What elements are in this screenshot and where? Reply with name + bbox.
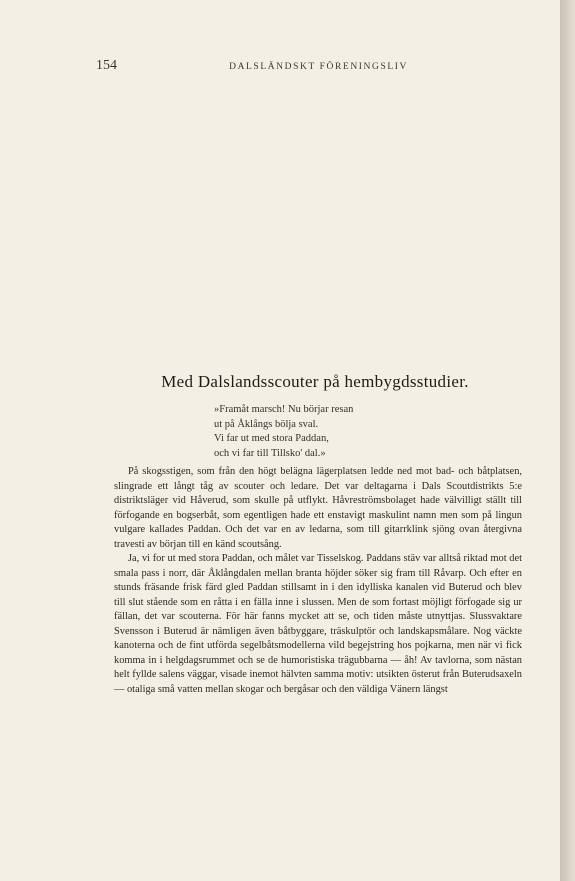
epigraph-line: »Framåt marsch! Nu börjar resan: [214, 404, 354, 415]
epigraph-line: och vi far till Tillsko' dal.»: [214, 447, 326, 459]
epigraph: [214, 403, 514, 461]
article-body: [114, 465, 522, 697]
body-paragraph: Ja, vi for ut med stora Paddan, och målet var Tisselskog. Paddans stäv var alltså riktad mot det smala pass i norr, där Åklångdalen mellan branta höjder söker sig fram till Råvarp. Och efter en stunds fräsande frisk färd gled Paddan stillsamt in i den idylliska kanalen vid Buterud och blev till slut stående som en råtta i en fälla inne i slussen. Men de som fortast möjligt förfogade sig ur fällan, det var scouterna. För här fanns mycket att se, och tiden måste utnyttjas. Slussvaktare Svensson i Buterud är nämligen även båtbyggare, träskulptör och landskapsmålare. Nog väckte kanoterna och de fint utförda segelbåtsmodellerna vild begejstring hos pojkarna, men när vi fick komma in i helgdagsrummet och se de humoristiska trägubbarna — åh! Av tavlorna, som nästan helt fyllde salens väggar, visade inemot hälvten samma motiv: utsikten österut från Buterudsaxeln — otaliga små vatten mellan skogar och bergåsar och den väldiga Vänern längst: [114, 553, 522, 695]
epigraph-line: ut på Åklångs bölja sval.: [214, 418, 319, 430]
article-title: Med Dalslandsscouter på hembygdsstudier.: [161, 372, 469, 391]
epigraph-line: Vi far ut med stora Paddan,: [214, 433, 329, 444]
page-edge: [560, 0, 575, 881]
body-paragraph: På skogsstigen, som från den högt belägna lägerplatsen ledde ned mot bad- och båtplatsen, slingrade ett långt tåg av scouter och ledare. Det var deltagarna i Dals Scoutdistrikts 5:e distriktsläger vid Håverud, som skulle på utflykt. Håvreströmsbolaget hade välvilligt ställt till förfogande en bogserbåt, som egentligen hade ett enstavigt maskulint namn men som på lingun vulgare kallades Paddan. Och det var en av ledarna, som till gitarrklink sjöng ovan återgivna travesti av början till en känd scoutsång.: [114, 466, 522, 550]
page-number: 154: [96, 58, 117, 73]
running-head: [96, 58, 534, 74]
running-head-title: DALSLÄNDSKT FÖRENINGSLIV: [229, 62, 408, 72]
